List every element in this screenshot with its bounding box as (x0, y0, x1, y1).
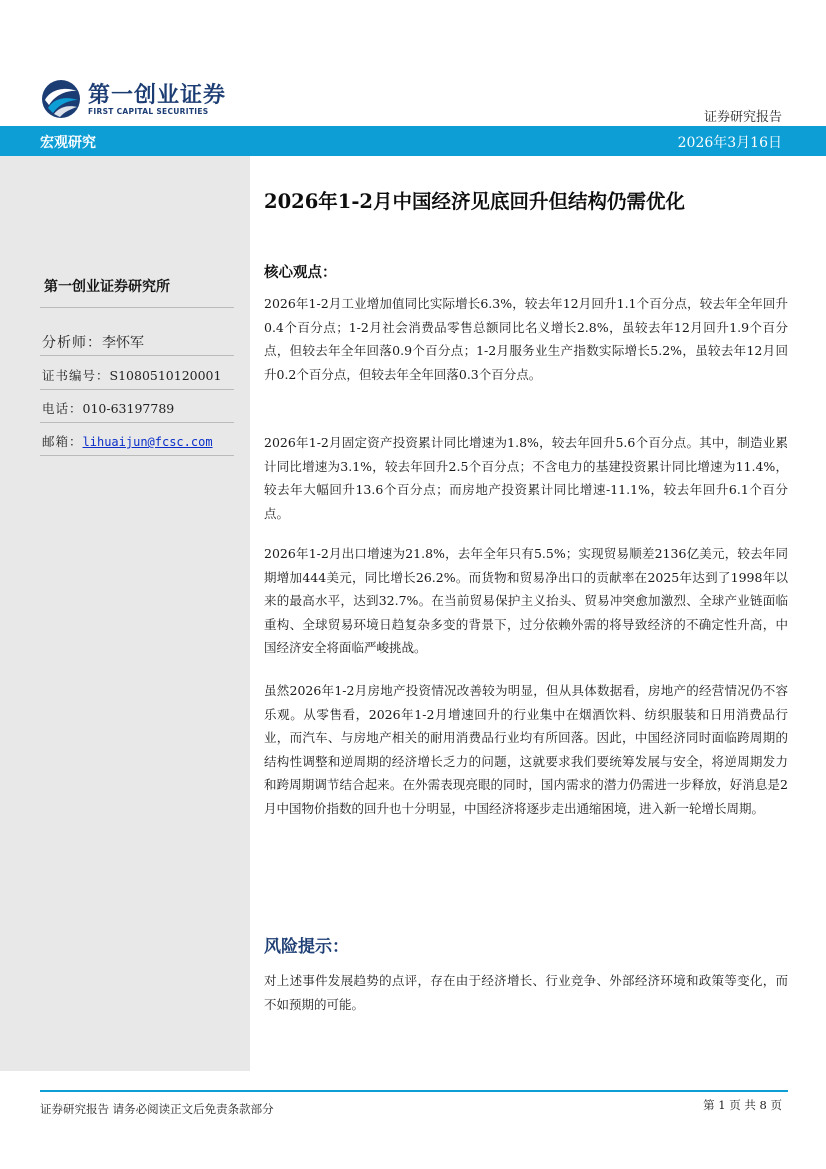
risk-heading: 风险提示： (264, 937, 349, 957)
company-logo (40, 78, 240, 122)
divider (40, 422, 234, 423)
logo-name-cn: 第一创业证券 (88, 83, 227, 108)
core-heading: 核心观点： (264, 265, 337, 281)
sidebar (0, 156, 250, 1071)
header-band (0, 126, 826, 156)
institute-name: 第一创业证券研究所 (44, 279, 170, 295)
paragraph: 2026年1-2月固定资产投资累计同比增速为1.8%，较去年回升5.6个百分点。其中，制造业累计同比增速为3.1%，较去年回升2.5个百分点；不含电力的基建投资累计同比增速为11.4%，较去年大幅回升13.6个百分点；而房地产投资累计同比增速-11.1%，较去年回升6.1个百分点。 (264, 435, 789, 521)
phone-value: 010-63197789 (82, 401, 175, 416)
divider (40, 455, 234, 456)
logo-name-en: FIRST CAPITAL SECURITIES (88, 107, 209, 116)
category-label: 宏观研究 (40, 135, 96, 151)
divider (40, 389, 234, 390)
footer-divider (40, 1090, 788, 1092)
email-link[interactable]: lihuaijun@fcsc.com (82, 435, 213, 449)
cert-row (42, 366, 221, 384)
paragraph: 2026年1-2月工业增加值同比实际增长6.3%，较去年12月回升1.1个百分点，较去年全年回升0.4个百分点；1-2月社会消费品零售总额同比名义增长2.8%，虽较去年12月回升1.9个百分点，但较去年全年回落0.9个百分点；1-2月服务业生产指数实际增长5.2%，虽较去年12月回升0.2个百分点，但较去年全年回落0.3个百分点。 (264, 296, 788, 382)
analyst-name: 李怀军 (102, 335, 144, 351)
phone-label: 电话： (42, 401, 83, 416)
risk-text: 对上述事件发展趋势的点评，存在由于经济增长、行业竞争、外部经济环境和政策等变化，而不如预期的可能。 (264, 973, 788, 1012)
email-row (42, 432, 213, 450)
report-type: 证券研究报告 (703, 110, 782, 125)
report-date: 2026年3月16日 (677, 135, 782, 151)
globe-logo-icon (40, 78, 82, 120)
phone-row (42, 399, 174, 417)
cert-label: 证书编号： (42, 368, 110, 383)
paragraph: 虽然2026年1-2月房地产投资情况改善较为明显，但从具体数据看，房地产的经营情况仍不容乐观。从零售看，2026年1-2月增速回升的行业集中在烟酒饮料、纺织服装和日用消费品行业，而汽车、与房地产相关的耐用消费品行业均有所回落。因此，中国经济同时面临跨周期的结构性调整和逆周期的经济增长乏力的问题，这就要求我们要统筹发展与安全，将逆周期发力和跨周期调节结合起来。在外需表现亮眼的同时，国内需求的潜力仍需进一步释放，好消息是2月中国物价指数的回升也十分明显，中国经济将逐步走出通缩困境，进入新一轮增长周期。 (264, 683, 788, 816)
email-label: 邮箱： (42, 434, 83, 449)
report-title: 2026年1-2月中国经济见底回升但结构仍需优化 (264, 190, 686, 213)
page-number: 第 1 页 共 8 页 (703, 1098, 782, 1112)
divider (40, 355, 234, 356)
paragraph: 2026年1-2月出口增速为21.8%，去年全年只有5.5%；实现贸易顺差2136亿美元，较去年同期增加444美元，同比增长26.2%。而货物和贸易净出口的贡献率在2025年达到了1998年以来的最高水平，达到32.7%。在当前贸易保护主义抬头、贸易冲突愈加激烈、全球产业链面临重构、全球贸易环境日趋复杂多变的背景下，过分依赖外需的将导致经济的不确定性升高，中国经济安全将面临严峻挑战。 (264, 546, 788, 655)
analyst-label: 分析师： (42, 335, 102, 351)
analyst-row (42, 332, 144, 352)
cert-value: S1080510120001 (109, 368, 222, 383)
divider (40, 307, 234, 308)
footer-disclaimer: 证券研究报告 请务必阅读正文后免责条款部分 (40, 1102, 274, 1116)
